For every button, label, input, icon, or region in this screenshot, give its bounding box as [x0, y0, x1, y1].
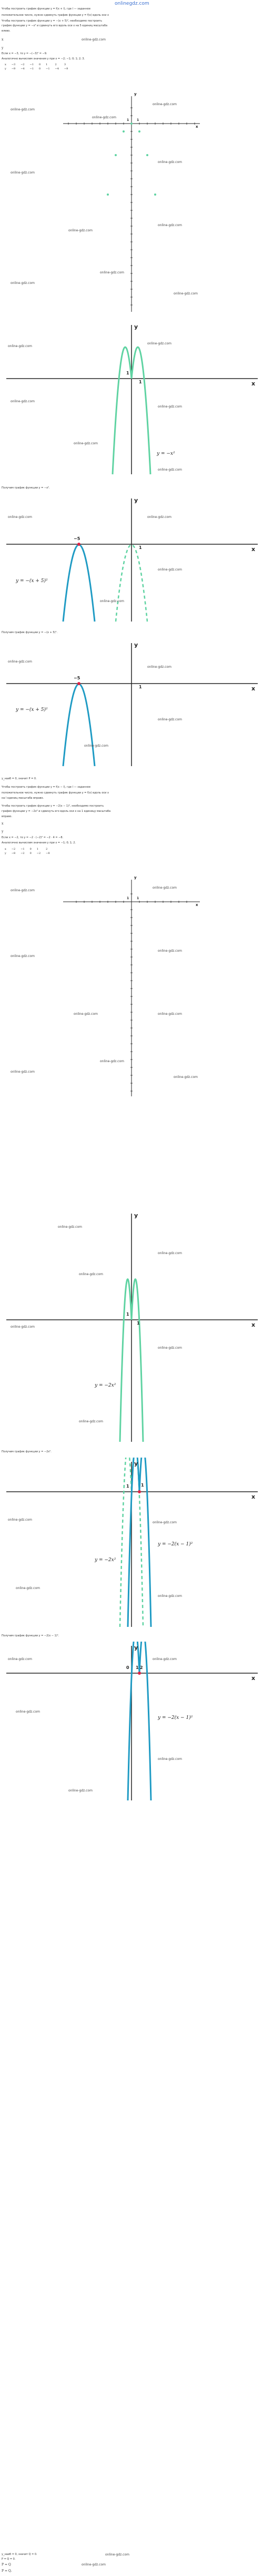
text-line: P = Q = 0.	[2, 2558, 16, 2561]
graph-neg-2x2	[0, 1209, 263, 1446]
watermark: online-gdz.com	[11, 171, 35, 175]
watermark: online-gdz.com	[11, 889, 35, 892]
text-line: Получим график функции y = −x².	[2, 486, 50, 490]
tick-label: 1	[136, 1665, 139, 1670]
text-line: на l единиц масштаба вправо.	[2, 797, 44, 800]
watermark: online-gdz.com	[153, 886, 177, 890]
text-line: Если x = −2, то y = −2 · (−2)² = −2 · 4 = −8.	[2, 836, 64, 839]
graph-neg-x2	[0, 321, 263, 478]
watermark: online-gdz.com	[92, 116, 116, 119]
axis-x-label: x	[196, 125, 198, 129]
watermark: online-gdz.com	[11, 954, 35, 958]
table-cell: x	[5, 63, 6, 66]
text-line: график функции y = −2x² и сдвинуть его вдоль оси x на 1 единицу масштаба	[2, 810, 111, 813]
tick-label: 1	[139, 685, 142, 689]
axis-y-label: y	[134, 1460, 138, 1467]
watermark: online-gdz.com	[8, 344, 32, 348]
watermark: online-gdz.com	[79, 1420, 103, 1423]
text-line: положительное число, нужно сдвинуть график функции y = f(x) вдоль оси x	[2, 791, 109, 795]
table-row	[3, 63, 70, 66]
tick-label: 1	[137, 118, 139, 122]
text-line: влево.	[2, 29, 11, 33]
table-cell: −1	[46, 67, 50, 70]
text-line: Если x = −3, то y = −(−3)² = −9.	[2, 52, 47, 55]
tick-label: 2	[140, 1665, 143, 1670]
table-cell: y	[5, 67, 6, 70]
table-cell: 0	[29, 848, 32, 851]
equation-label: y = −2(x − 1)²	[158, 1542, 193, 1547]
watermark: online-gdz.com	[147, 665, 171, 669]
watermark: online-gdz.com	[105, 2553, 129, 2557]
text-line: y_наиб = 0, значит Q = 0.	[2, 2553, 37, 2556]
watermark: online-gdz.com	[16, 1586, 40, 1590]
tick-label: 1	[139, 380, 142, 384]
text-line: Получим график функции y = −2(x − 1)².	[2, 1634, 59, 1637]
text-line: P = Q	[2, 2563, 11, 2567]
watermark: online-gdz.com	[11, 1325, 35, 1329]
watermark: online-gdz.com	[158, 468, 182, 472]
watermark: online-gdz.com	[68, 1789, 93, 1793]
table-cell: 0	[29, 852, 32, 855]
table-cell: −1	[21, 848, 25, 851]
axis-x-label: x	[251, 1675, 256, 1682]
table-row	[3, 848, 52, 851]
watermark: online-gdz.com	[158, 949, 182, 953]
table-cell: −4	[21, 67, 25, 70]
graph-neg-x5	[0, 639, 263, 770]
table-cell: −2	[36, 852, 41, 855]
watermark: online-gdz.com	[100, 271, 124, 274]
table-cell: y	[5, 852, 6, 855]
text-line: Аналогично вычислим значения y при x = −2; −1; 0; 1; 2; 3.	[2, 57, 85, 60]
text-line: Чтобы построить график функции y = f(x − l), где l — заданное	[2, 786, 91, 789]
watermark: online-gdz.com	[174, 1075, 198, 1079]
watermark: online-gdz.com	[74, 1012, 98, 1016]
table-cell: −1	[29, 63, 34, 66]
tick-label: 1	[126, 1312, 129, 1317]
table-row	[3, 852, 52, 855]
axis-x-label: x	[251, 685, 256, 692]
watermark: online-gdz.com	[158, 718, 182, 721]
site-logo[interactable]: onlinegdz.com	[115, 1, 149, 6]
watermark: online-gdz.com	[158, 1346, 182, 1350]
table-cell: −3	[11, 63, 16, 66]
watermark: online-gdz.com	[158, 1594, 182, 1598]
axis-y-label: y	[134, 642, 138, 648]
graph-shift-left	[0, 494, 263, 626]
watermark: online-gdz.com	[16, 1710, 40, 1714]
equation-label: y = −(x + 5)²	[16, 578, 48, 584]
table-cell: −2	[11, 848, 16, 851]
tick-label: 1	[139, 545, 142, 550]
tick-label: 1	[126, 371, 129, 375]
values-table-2	[2, 847, 53, 856]
table-cell: −8	[11, 852, 16, 855]
table-cell: 0	[38, 67, 41, 70]
axis-x-label: x	[251, 1493, 256, 1500]
watermark: online-gdz.com	[158, 1251, 182, 1255]
watermark: online-gdz.com	[58, 1225, 82, 1229]
table-cell: −1	[29, 67, 34, 70]
watermark: online-gdz.com	[8, 1518, 32, 1522]
watermark: online-gdz.com	[11, 281, 35, 285]
math-symbol: y	[2, 830, 4, 833]
table-cell: 3	[64, 63, 66, 66]
tick-label: 1	[127, 118, 129, 122]
text-line: Чтобы построить график функции y = −2(x − 1)², необходимо построить	[2, 805, 104, 808]
table-cell: 2	[55, 63, 57, 66]
watermark: online-gdz.com	[147, 342, 171, 345]
watermark: online-gdz.com	[158, 223, 182, 227]
text-line: график функции y = −x² и сдвинуть его вдоль оси x на 5 единиц масштаба	[2, 24, 108, 27]
axis-x-label: x	[251, 546, 256, 553]
equation-label: y = −2x²	[95, 1557, 116, 1563]
watermark: online-gdz.com	[158, 160, 182, 164]
text-line: положительное число, нужно сдвинуть график функции y = f(x) вдоль оси x	[2, 14, 109, 17]
graph-points-2	[0, 875, 263, 1102]
tick-label: 1	[137, 1321, 140, 1326]
table-cell: −4	[55, 67, 59, 70]
graph-points	[0, 92, 263, 315]
watermark: online-gdz.com	[158, 1757, 182, 1761]
tick-label: −5	[74, 536, 80, 541]
tick-label: −5	[74, 676, 80, 680]
watermark: online-gdz.com	[84, 744, 108, 748]
watermark: online-gdz.com	[147, 515, 171, 519]
table-cell: −9	[11, 67, 16, 70]
tick-label: 1	[126, 1484, 129, 1489]
text-line: Чтобы построить график функции y = −(x + 5)², необходимо построить	[2, 19, 103, 23]
axis-x-label: x	[251, 380, 256, 387]
watermark: online-gdz.com	[82, 2563, 106, 2567]
axis-x-label: x	[196, 903, 198, 907]
table-cell: −9	[64, 67, 68, 70]
text-line: Получим график функции y = −(x + 5)².	[2, 631, 58, 634]
table-cell: −2	[21, 63, 25, 66]
watermark: online-gdz.com	[158, 568, 182, 572]
equation-label: y = −2x²	[95, 1383, 116, 1388]
watermark: online-gdz.com	[174, 292, 198, 296]
graph-shift-right	[0, 1458, 263, 1631]
axis-y-label: y	[134, 1212, 138, 1219]
watermark: online-gdz.com	[68, 229, 93, 232]
watermark: online-gdz.com	[74, 442, 98, 445]
text-line: вправо.	[2, 815, 13, 818]
table-cell: x	[5, 848, 6, 851]
watermark: online-gdz.com	[153, 1521, 177, 1524]
table-cell: −8	[46, 852, 50, 855]
watermark: online-gdz.com	[8, 660, 32, 664]
axis-x-label: x	[251, 1321, 256, 1328]
watermark: online-gdz.com	[100, 599, 124, 603]
watermark: online-gdz.com	[11, 1070, 35, 1074]
axis-y-label: y	[134, 875, 137, 880]
math-symbol: x	[2, 822, 4, 826]
equation-label: y = −(x + 5)²	[16, 707, 48, 712]
watermark: online-gdz.com	[79, 1272, 103, 1276]
equation-label: y = −2(x − 1)²	[158, 1715, 193, 1720]
equation-label: y = −x²	[157, 451, 175, 456]
text-line: Аналогично вычислим значения y при x = −1; 0; 1; 2.	[2, 841, 76, 844]
table-cell: −2	[21, 852, 25, 855]
axis-y-label: y	[134, 323, 138, 330]
table-cell: 2	[46, 848, 48, 851]
table-cell: 1	[46, 63, 48, 66]
watermark: online-gdz.com	[11, 108, 35, 111]
watermark: online-gdz.com	[100, 1060, 124, 1063]
watermark: online-gdz.com	[8, 1657, 32, 1661]
axis-y-label: y	[134, 92, 137, 96]
axis-y-label: y	[134, 497, 138, 504]
text-line: Получим график функции y = −2x².	[2, 1450, 52, 1453]
graph-neg-2x1	[0, 1642, 263, 1805]
math-symbol: x	[2, 38, 4, 42]
values-table-1	[2, 62, 71, 72]
table-cell: 1	[36, 848, 38, 851]
watermark: online-gdz.com	[153, 103, 177, 106]
watermark: online-gdz.com	[158, 1012, 182, 1016]
text-line: P = Q.	[2, 2569, 12, 2573]
math-symbol: y	[2, 46, 4, 50]
axis-y-label: y	[134, 1644, 138, 1651]
table-cell: 0	[38, 63, 41, 66]
tick-label: 0	[126, 1665, 129, 1670]
text-line: y_наиб = 0, значит P = 0.	[2, 777, 37, 780]
table-row	[3, 67, 70, 70]
watermark: online-gdz.com	[82, 38, 106, 42]
watermark: online-gdz.com	[8, 515, 32, 519]
watermark: online-gdz.com	[153, 1657, 177, 1661]
tick-label: 1	[141, 1483, 144, 1488]
watermark: online-gdz.com	[158, 405, 182, 409]
tick-label: 1	[127, 897, 129, 900]
watermark: online-gdz.com	[11, 400, 35, 403]
text-line: Чтобы построить график функции y = f(x + l), где l — заданное	[2, 7, 91, 11]
tick-label: 1	[137, 897, 139, 900]
